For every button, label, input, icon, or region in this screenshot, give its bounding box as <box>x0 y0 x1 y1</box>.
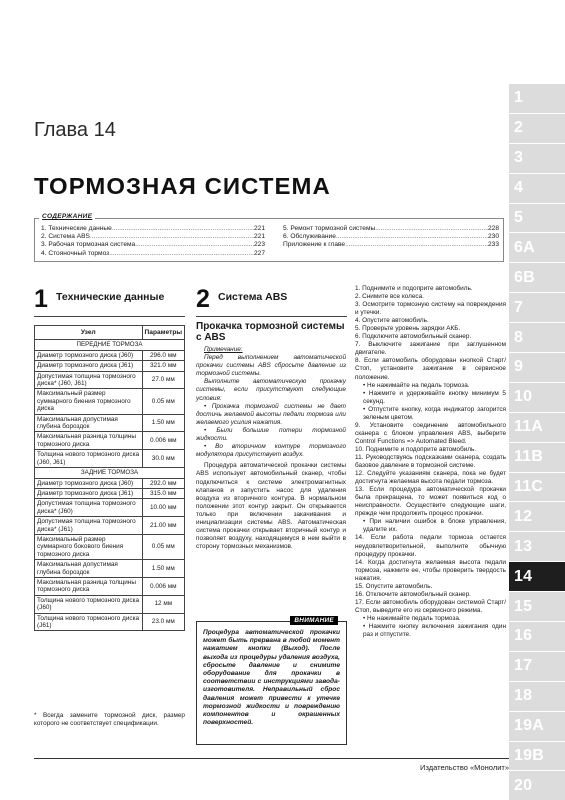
footer-divider <box>34 758 509 759</box>
chapter-tab-label: 18 <box>514 687 533 705</box>
chapter-tab-1[interactable] <box>509 84 565 113</box>
abs-bleed-section <box>196 321 346 551</box>
section-1-title: Технические данные <box>56 291 165 303</box>
toc-leader-dots <box>90 233 254 241</box>
chapter-tab-label: 2 <box>514 119 524 137</box>
spec-param-value: 1.50 мм <box>142 560 184 578</box>
spec-group-rear: ЗАДНИЕ ТОРМОЗА <box>35 468 185 478</box>
toc-entry[interactable] <box>41 241 265 249</box>
toc-entry[interactable] <box>283 233 499 241</box>
chapter-tab-label: 7 <box>514 298 524 316</box>
spec-param-value: 0.05 мм <box>142 389 184 414</box>
toc-leader-dots <box>336 233 488 241</box>
chapter-tabs <box>509 84 565 800</box>
toc-entry-page: 233 <box>487 241 499 249</box>
toc-entry-label: 2. Система ABS <box>41 233 90 241</box>
section-2-divider <box>196 316 347 317</box>
table-row <box>35 517 185 535</box>
spec-param-value: 0.006 мм <box>142 432 184 450</box>
spec-group-row <box>35 468 185 478</box>
table-row <box>35 613 185 631</box>
spec-header-unit: Узел <box>35 326 143 340</box>
note-heading: Примечание: <box>204 346 243 353</box>
table-row <box>35 361 185 371</box>
chapter-tab-label: 17 <box>514 657 533 675</box>
spec-param-name: Диаметр тормозного диска (J60) <box>35 350 143 360</box>
note-bullets <box>196 403 346 460</box>
chapter-tab-label: 10 <box>514 388 533 406</box>
list-item: 5. Проверьте уровень зарядки АКБ. <box>355 325 461 333</box>
chapter-tab-label: 11С <box>514 478 544 496</box>
table-row <box>35 432 185 450</box>
toc-left-column <box>41 225 265 258</box>
toc-entry[interactable] <box>283 225 499 233</box>
list-item: 9. Установите соединение автомобильного сканера с блоком управления ABS, выберите Control Functions => Automated Bleed. <box>355 421 506 445</box>
list-item: 3. Осмотрите тормозную систему на повреждения и утечки. <box>355 301 506 317</box>
chapter-tab-label: 14 <box>514 567 533 585</box>
table-row <box>35 450 185 468</box>
chapter-tab-20[interactable] <box>509 771 565 800</box>
note-body-2: Выполните автоматическую прокачку системы, если присутствуют следующие условия: <box>196 378 346 402</box>
toc-leader-dots <box>375 225 488 233</box>
chapter-tab-16[interactable] <box>509 622 565 651</box>
toc-entry-label: 3. Рабочая тормозная система <box>41 241 136 249</box>
spec-footnote: * Всегда замените тормозной диск, размер которого не соответствует спецификации. <box>34 712 185 728</box>
chapter-tab-label: 19А <box>514 717 544 735</box>
spec-param-name: Максимальный размер суммарного биения тормозного диска <box>35 389 143 414</box>
chapter-tab-19А[interactable] <box>509 712 565 741</box>
chapter-tab-label: 13 <box>514 537 533 555</box>
chapter-tab-2[interactable] <box>509 114 565 143</box>
spec-param-value: 1.50 мм <box>142 414 184 432</box>
spec-param-name: Допустимая толщина тормозного диска* (J60) <box>35 499 143 517</box>
chapter-tab-4[interactable] <box>509 174 565 203</box>
list-item: 16. Отключите автомобильный сканер. <box>355 590 471 598</box>
toc-entry-page: 227 <box>253 249 265 257</box>
section-2-title: Система ABS <box>218 291 288 303</box>
chapter-tab-label: 9 <box>514 358 524 376</box>
table-row <box>35 595 185 613</box>
toc-entry[interactable] <box>283 241 499 249</box>
chapter-tab-label: 5 <box>514 209 524 226</box>
chapter-tab-label: 20 <box>514 776 533 794</box>
chapter-tab-label: 1 <box>514 89 524 107</box>
list-item: • Нажмите кнопку включения зажигания один раз и отпустите. <box>363 622 506 639</box>
spec-param-name: Диаметр тормозного диска (J60) <box>35 478 143 488</box>
chapter-tab-6В[interactable] <box>509 263 565 292</box>
page-title: ТОРМОЗНАЯ СИСТЕМА <box>34 173 331 199</box>
chapter-tab-19В[interactable] <box>509 742 565 771</box>
chapter-tab-9[interactable] <box>509 353 565 382</box>
list-item: 1. Поднимите и подоприте автомобиль. <box>355 285 473 292</box>
toc-entry-page: 230 <box>487 233 499 241</box>
spec-param-value: 315.0 мм <box>142 488 184 498</box>
spec-param-value: 321.0 мм <box>142 361 184 371</box>
list-item: 7. Выключите зажигание при заглушенном двигателе. <box>355 341 506 357</box>
list-item: • Не нажимайте на педаль тормоза. <box>363 381 470 389</box>
toc-entry-page: 221 <box>253 233 265 241</box>
chapter-tab-11А[interactable] <box>509 413 565 442</box>
toc-entry-page: 221 <box>253 225 265 232</box>
list-item: 14. Когда достигнута желаемая высота педали тормоза, нажмите ее, чтобы проверить твердость нажатия. <box>355 558 506 582</box>
chapter-tab-label: 4 <box>514 179 524 197</box>
chapter-tab-11С[interactable] <box>509 473 565 502</box>
toc-leader-dots <box>135 241 254 249</box>
spec-param-value: 296.0 мм <box>142 350 184 360</box>
spec-group-row <box>35 340 185 350</box>
note-body: Перед выполнением автоматической прокачки системы ABS сбросьте давление из тормозной системы. <box>196 354 346 378</box>
warning-text: Процедура автоматической прокачки может быть прервана в любой момент нажатием кнопки (Выход). После выхода из процедуры удаления воздуха, сбросьте давление и снимите оборудование для прокачки в соответствии с инструкциями завода-изготовителя. Неправильный сброс давления может привести к утечке тормозной жидкости и повреждению компонентов и окрашенных поверхностей. <box>203 629 340 727</box>
chapter-tab-label: 15 <box>514 597 533 615</box>
chapter-tab-label: 19В <box>514 747 544 765</box>
bleed-steps <box>355 285 506 639</box>
spec-param-value: 23.0 мм <box>142 613 184 631</box>
table-row <box>35 499 185 517</box>
section-1-divider <box>34 316 185 317</box>
chapter-tab-13[interactable] <box>509 532 565 561</box>
chapter-label: Глава 14 <box>34 119 116 141</box>
toc-entry[interactable] <box>41 250 265 258</box>
spec-param-name: Толщина нового тормозного диска (J60) <box>35 595 143 613</box>
spec-header-params: Параметры <box>142 326 184 340</box>
list-item: 15. Опустите автомобиль. <box>355 582 433 590</box>
toc-entry-label: 5. Ремонт тормозной системы <box>283 225 376 232</box>
abs-bleed-subtitle: Прокачка тормозной системы с ABS <box>196 321 345 343</box>
chapter-tab-12[interactable] <box>509 502 565 531</box>
spec-param-value: 27.0 мм <box>142 371 184 389</box>
table-of-contents <box>34 213 504 262</box>
note-bullet: • Во вторичном контуре тормозного модулятора присутствует воздух. <box>196 443 346 459</box>
toc-leader-dots <box>112 225 254 233</box>
warning-heading: ВНИМАНИЕ <box>290 616 338 625</box>
spec-param-value: 30.0 мм <box>142 450 184 468</box>
list-item: 10. Поднимите и подоприте автомобиль. <box>355 445 477 453</box>
spec-param-name: Диаметр тормозного диска (J61) <box>35 361 143 371</box>
chapter-tab-17[interactable] <box>509 652 565 681</box>
chapter-tab-11В[interactable] <box>509 443 565 472</box>
table-row <box>35 414 185 432</box>
spec-param-value: 0.006 мм <box>142 577 184 595</box>
toc-entry-page: 223 <box>253 241 265 249</box>
toc-entry-label: 1. Технические данные <box>41 225 112 232</box>
chapter-tab-label: 6В <box>514 268 535 286</box>
spec-param-name: Максимальная допустимая глубина бороздок <box>35 414 143 432</box>
warning-box <box>196 617 347 745</box>
spec-header-row <box>35 326 185 340</box>
note-bullet: • Были большие потери тормозной жидкости. <box>196 426 346 443</box>
chapter-tab-6А[interactable] <box>509 233 565 262</box>
toc-entry-label: 4. Стояночный тормоз <box>41 249 110 257</box>
chapter-tab-label: 16 <box>514 627 533 645</box>
table-row <box>35 371 185 389</box>
spec-param-value: 12 мм <box>142 595 184 613</box>
chapter-tab-label: 12 <box>514 507 533 525</box>
chapter-tab-label: 3 <box>514 149 524 167</box>
toc-leader-dots <box>109 250 254 258</box>
page-content <box>34 0 509 800</box>
spec-param-name: Максимальный размер суммарного бокового биения тормозного диска <box>35 534 143 559</box>
table-row <box>35 488 185 498</box>
toc-heading: СОДЕРЖАНИЕ <box>39 213 95 220</box>
section-2-number: 2 <box>196 285 210 313</box>
table-row <box>35 577 185 595</box>
spec-param-value: 21.00 мм <box>142 517 184 535</box>
chapter-tab-14[interactable] <box>509 562 565 591</box>
chapter-tab-3[interactable] <box>509 144 565 173</box>
list-item: 12. Следуйте указаниям сканера, пока не будет достигнута желаемая высота педали тормоза. <box>355 470 506 486</box>
chapter-tab-7[interactable] <box>509 293 565 322</box>
spec-param-value: 0.05 мм <box>142 534 184 559</box>
list-item: • При наличии ошибок в блоке управления, удалите их. <box>363 518 506 534</box>
section-1-number: 1 <box>34 285 48 313</box>
note-bullet: • Прокачка тормозной системы не дает достичь желаемой высоты педали тормоза или желаемого усилия нажатия. <box>196 402 346 426</box>
spec-param-name: Допустимая толщина тормозного диска* (J60, J61) <box>35 371 143 389</box>
chapter-tab-15[interactable] <box>509 592 565 621</box>
list-item: • Отпустите кнопку, когда индикатор загорится зеленым цветом. <box>363 405 506 421</box>
spec-param-name: Толщина нового тормозного диска (J61) <box>35 613 143 631</box>
table-row <box>35 389 185 414</box>
spec-param-name: Максимальная допустимая глубина бороздок <box>35 560 143 578</box>
spec-group-front: ПЕРЕДНИЕ ТОРМОЗА <box>35 340 185 350</box>
note-block <box>196 346 346 459</box>
spec-param-name: Допустимая толщина тормозного диска* (J61) <box>35 517 143 535</box>
list-item: 14. Если работа педали тормоза остается неудовлетворительной, выполните обычную процедуру прокачки. <box>355 534 506 558</box>
spec-param-name: Максимальная разница толщины тормозного диска <box>35 432 143 450</box>
chapter-tab-18[interactable] <box>509 682 565 711</box>
chapter-tab-label: 8 <box>514 328 524 346</box>
spec-param-name: Максимальная разница толщины тормозного диска <box>35 577 143 595</box>
toc-entry[interactable] <box>41 225 265 233</box>
toc-entry-page: 228 <box>487 225 499 232</box>
toc-leader-dots <box>345 241 488 249</box>
spec-param-value: 10.00 мм <box>142 499 184 517</box>
chapter-tab-label: 11В <box>514 448 544 466</box>
chapter-tab-8[interactable] <box>509 323 565 352</box>
spec-table <box>34 325 185 631</box>
table-row <box>35 350 185 360</box>
chapter-tab-10[interactable] <box>509 383 565 412</box>
list-item: 2. Снимите все колеса. <box>355 293 424 301</box>
list-item: 8. Если автомобиль оборудован кнопкой Старт/Стоп, установите зажигание в сервисное положение. <box>355 357 506 381</box>
table-row <box>35 560 185 578</box>
spec-param-name: Диаметр тормозного диска (J61) <box>35 488 143 498</box>
list-item: 17. Если автомобиль оборудован системой Старт/Стоп, выведите его из сервисного режима. <box>355 598 506 614</box>
table-row <box>35 534 185 559</box>
spec-param-value: 292.0 мм <box>142 478 184 488</box>
toc-entry-label: Приложение к главе <box>283 241 346 249</box>
list-item: • Не нажимайте педаль тормоза. <box>363 614 461 622</box>
chapter-tab-label: 6А <box>514 238 535 256</box>
list-item: 11. Руководствуясь подсказками сканера, создать базовое давление в тормозной системе. <box>355 453 506 470</box>
toc-entry-label: 6. Обслуживание <box>283 233 336 241</box>
list-item: 4. Опустите автомобиль. <box>355 317 429 325</box>
list-item: • Нажмите и удерживайте кнопку минимум 5 секунд. <box>363 389 506 405</box>
auto-bleed-paragraph: Процедура автоматической прокачки системы ABS использует автомобильный сканер, чтобы подключиться к системе электромагнитных клапанов и запустить насос для удаления воздуха из вторичного контура. В нормальном положении этот контур закрыт. Он открывается только при включении закачивания и инициализации системы ABS. Автоматическая система прокачки открывает вторичный контур и позволяет воздуху, находящемуся в нем выйти в сторону тормозных механизмов. <box>196 462 346 551</box>
publisher-label: Издательство «Монолит» <box>420 763 509 772</box>
chapter-tab-label: 11А <box>514 418 544 436</box>
table-row <box>35 478 185 488</box>
list-item: 13. Если процедура автоматической прокачки была прекращена, то может появиться код о неисправности. Осуществите следующие шаги, прежде чем продолжить процесс прокачки. <box>355 486 506 518</box>
toc-right-column <box>283 225 499 250</box>
list-item: 6. Подключите автомобильный сканер. <box>355 333 472 341</box>
spec-param-name: Толщина нового тормозного диска (J60, J61) <box>35 450 143 468</box>
chapter-tab-5[interactable] <box>509 204 565 233</box>
toc-entry[interactable] <box>41 233 265 241</box>
